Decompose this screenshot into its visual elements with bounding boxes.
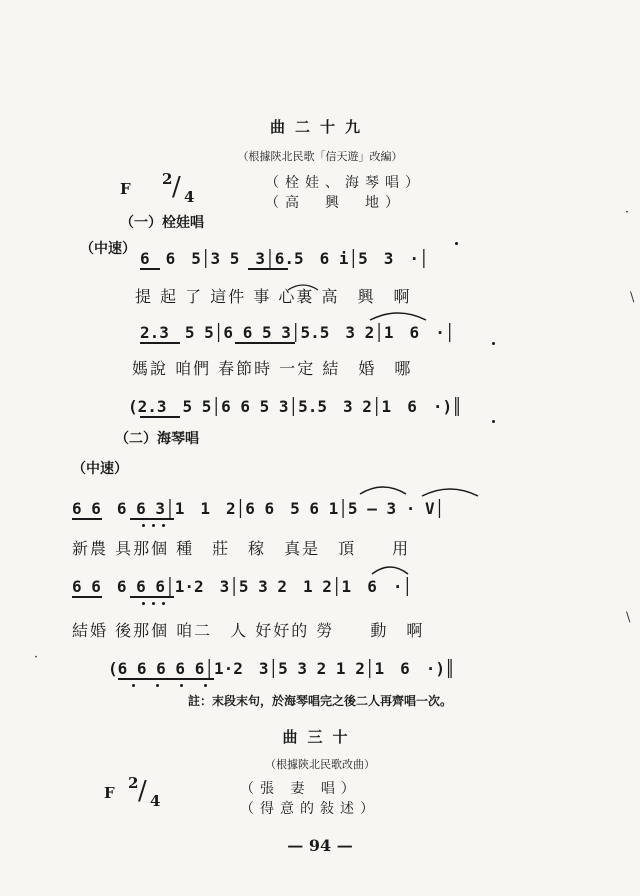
beat-underline [235, 342, 295, 344]
part2-lyrics-line-2: 結婚 後那個 咱二 人 好好的 勞 動 啊 [72, 621, 425, 640]
octave-dot [142, 602, 145, 605]
time-sig-denominator: 4 [150, 792, 161, 810]
beat-underline [118, 678, 214, 680]
part2-notation-line-3: (6 6 6 6 6│1·2 3│5 3 2 1 2│1 6 ·)║ [108, 659, 455, 678]
part1-notation-line-1: 6 6 5│3 5 3│6.5 6 i│5 3 ·│ [140, 249, 429, 268]
part2-tempo: （中速） [72, 461, 128, 477]
beat-underline [140, 342, 180, 344]
beat-underline [140, 268, 160, 270]
octave-dot [162, 524, 165, 527]
beat-underline [130, 518, 174, 520]
part1-label: （一）栓娃唱 [120, 215, 204, 231]
time-sig-numerator: 2 [128, 774, 139, 792]
part2-notation-line-1: 6 6 6 6 3│1 1 2│6 6 5 6 1│5 — 3 · V│ [72, 499, 445, 518]
song29-note: 註：末段末句，於海琴唱完之後二人再齊唱一次。 [187, 694, 452, 708]
song29-mood: （高 興 地） [265, 195, 405, 211]
part2-lyrics-line-1: 新農 具那個 種 莊 稼 真是 頂 用 [72, 539, 411, 558]
beat-underline [72, 596, 102, 598]
octave-dot [152, 524, 155, 527]
beat-underline [248, 268, 288, 270]
song29-source: （根據陝北民歌「信天遊」改編） [237, 150, 403, 163]
octave-dot [492, 420, 495, 423]
part1-notation-line-3: (2.3 5 5│6 6 5 3│5.5 3 2│1 6 ·)║ [128, 397, 462, 416]
tie-arc [420, 486, 480, 498]
page-number: — 94 — [287, 836, 353, 855]
song29-title: 曲二十九 [269, 118, 370, 136]
song30-time-signature: 2 / 4 [128, 774, 161, 810]
scan-speck: · [34, 650, 39, 665]
song30-title: 曲三十 [282, 728, 358, 746]
song30-singers: （張 妻 唱） [240, 781, 361, 797]
octave-dot [455, 242, 458, 245]
part1-tempo: （中速） [80, 241, 136, 257]
scan-speck: \ [626, 610, 631, 625]
beat-underline [140, 416, 180, 418]
song29-singers: （栓娃、海琴唱） [265, 175, 425, 191]
song30-key: F [104, 784, 115, 802]
octave-dot [132, 684, 135, 687]
octave-dot [156, 684, 159, 687]
octave-dot [152, 602, 155, 605]
part2-label: （二）海琴唱 [115, 431, 199, 447]
slur-arc [286, 282, 320, 292]
octave-dot [180, 684, 183, 687]
octave-dot [162, 602, 165, 605]
time-sig-denominator: 4 [184, 188, 195, 206]
slur-arc [358, 484, 408, 496]
song29-time-signature: 2 / 4 [162, 170, 195, 206]
octave-dot [492, 342, 495, 345]
song30-mood: （得意的敍述） [240, 801, 380, 817]
time-sig-numerator: 2 [162, 170, 173, 188]
octave-dot [204, 684, 207, 687]
song29-key: F [120, 180, 131, 198]
slur-arc [368, 310, 428, 322]
scan-speck: \ [630, 290, 635, 305]
part1-notation-line-2: 2.3 5 5│6 6 5 3│5.5 3 2│1 6 ·│ [140, 323, 455, 342]
part1-lyrics-line-1: 提 起 了 這件 事 心裏 高 興 啊 [135, 287, 412, 306]
part1-lyrics-line-2: 媽說 咱們 春節時 一定 結 婚 哪 [132, 359, 413, 378]
slur-arc [370, 564, 410, 576]
beat-underline [72, 518, 102, 520]
part2-notation-line-2: 6 6 6 6 6│1·2 3│5 3 2 1 2│1 6 ·│ [72, 577, 413, 596]
scan-speck: · [625, 205, 630, 220]
song30-source: （根據陝北民歌改曲） [265, 758, 375, 771]
beat-underline [130, 596, 174, 598]
octave-dot [142, 524, 145, 527]
